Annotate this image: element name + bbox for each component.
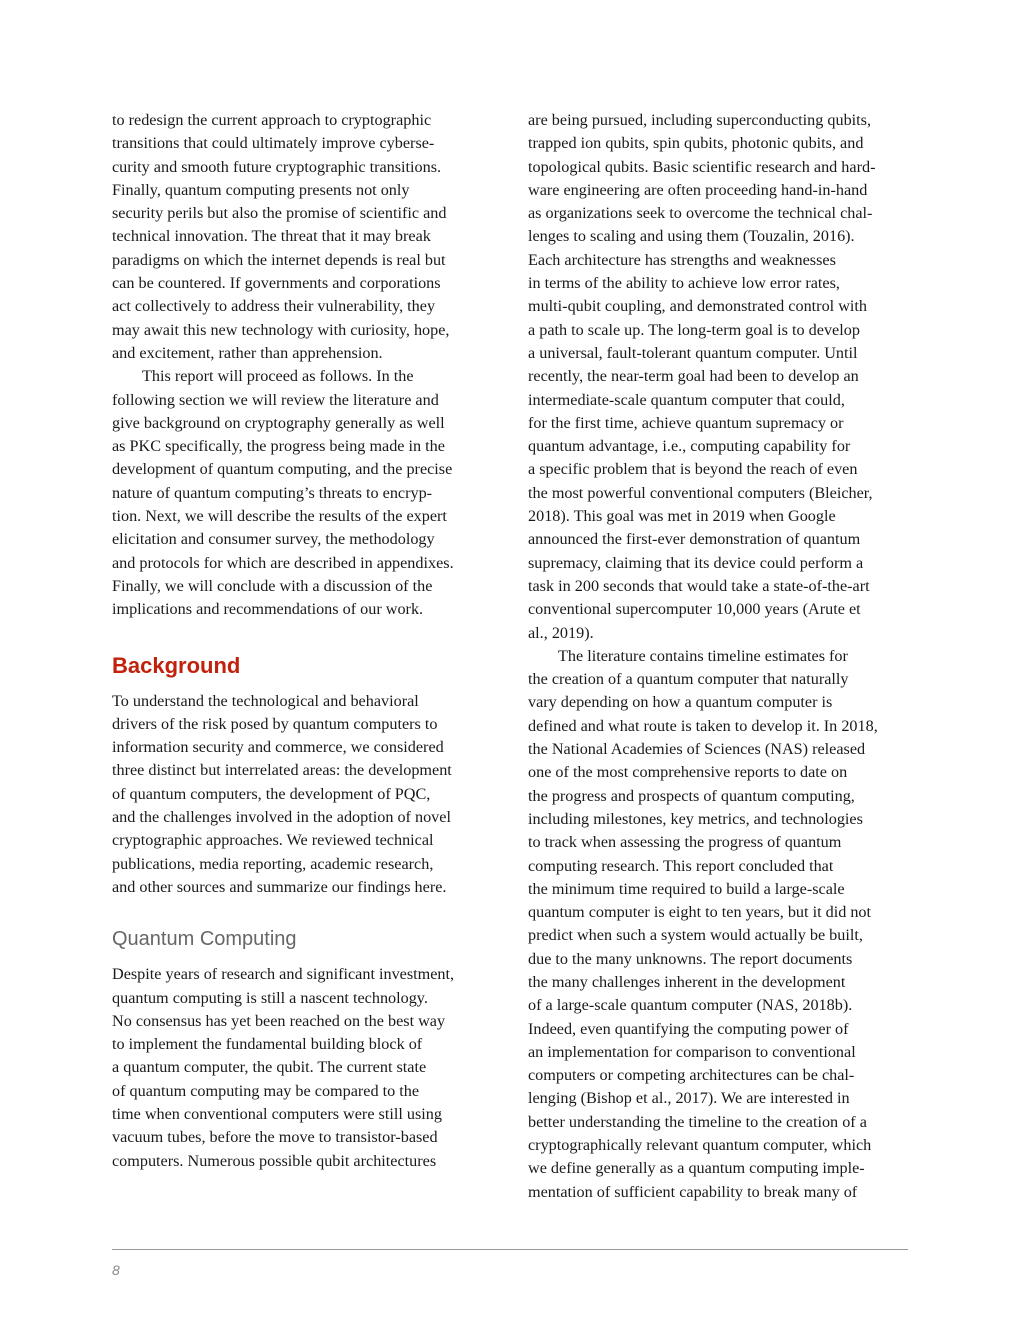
text-line: drivers of the risk posed by quantum computers to xyxy=(112,714,438,733)
text-line: lenges to scaling and using them (Touzalin, 2016). xyxy=(528,227,855,246)
text-line: defined and what route is taken to develop it. In 2018, xyxy=(528,716,878,735)
paragraph-timeline-estimates xyxy=(528,645,906,1204)
text-line: can be countered. If governments and corporations xyxy=(112,274,441,293)
text-line: curity and smooth future cryptographic transitions. xyxy=(112,157,442,176)
text-line: To understand the technological and behavioral xyxy=(112,691,419,710)
text-line: of quantum computers, the development of PQC, xyxy=(112,784,431,803)
text-line: transitions that could ultimately improve cyberse- xyxy=(112,134,435,153)
text-line: act collectively to address their vulnerability, they xyxy=(112,297,436,316)
text-line: for the first time, achieve quantum supremacy or xyxy=(528,413,844,432)
text-line: and other sources and summarize our findings here. xyxy=(112,877,447,896)
text-line: a path to scale up. The long-term goal is to develop xyxy=(528,320,860,339)
text-line: the progress and prospects of quantum computing, xyxy=(528,786,855,805)
text-line: and protocols for which are described in appendixes. xyxy=(112,553,454,572)
text-line: computers. Numerous possible qubit architectures xyxy=(112,1151,437,1170)
text-line: computers or competing architectures can be chal- xyxy=(528,1066,855,1085)
text-line: the creation of a quantum computer that naturally xyxy=(528,670,849,689)
text-line: al., 2019). xyxy=(528,623,594,642)
text-line: as PKC specifically, the progress being made in the xyxy=(112,437,445,456)
text-line: trapped ion qubits, spin qubits, photonic qubits, and xyxy=(528,134,864,153)
text-line: task in 200 seconds that would take a state-of-the-art xyxy=(528,576,870,595)
text-line: an implementation for comparison to conventional xyxy=(528,1042,856,1061)
text-line: intermediate-scale quantum computer that could, xyxy=(528,390,845,409)
text-line: information security and commerce, we considered xyxy=(112,738,444,757)
text-line: announced the first-ever demonstration of quantum xyxy=(528,530,861,549)
text-line: technical innovation. The threat that it may break xyxy=(112,227,431,246)
text-line: may await this new technology with curiosity, hope, xyxy=(112,320,450,339)
text-line: The literature contains timeline estimates for xyxy=(558,646,848,665)
subsection-heading-quantum-computing: Quantum Computing xyxy=(112,928,297,951)
text-line: in terms of the ability to achieve low error rates, xyxy=(528,274,840,293)
text-line: tion. Next, we will describe the results of the expert xyxy=(112,507,447,526)
text-line: topological qubits. Basic scientific research and hard- xyxy=(528,157,876,176)
text-line: including milestones, key metrics, and technologies xyxy=(528,809,863,828)
text-line: conventional supercomputer 10,000 years (Arute et xyxy=(528,600,861,619)
text-line: supremacy, claiming that its device could perform a xyxy=(528,553,864,572)
paragraph-quantum-computing xyxy=(112,963,490,1173)
text-line: the most powerful conventional computers (Bleicher, xyxy=(528,483,873,502)
text-line: to track when assessing the progress of quantum xyxy=(528,833,842,852)
text-line: security perils but also the promise of scientific and xyxy=(112,204,447,223)
paragraph-report-outline xyxy=(112,365,490,621)
text-line: Each architecture has strengths and weaknesses xyxy=(528,250,836,269)
left-column xyxy=(112,109,490,1173)
text-line: and excitement, rather than apprehension. xyxy=(112,343,383,362)
text-line: following section we will review the literature and xyxy=(112,390,439,409)
text-line: due to the many unknowns. The report documents xyxy=(528,949,853,968)
text-line: better understanding the timeline to the creation of a xyxy=(528,1112,867,1131)
text-line: the many challenges inherent in the development xyxy=(528,972,846,991)
paragraph-qubit-architectures xyxy=(528,109,906,645)
text-line: computing research. This report concluded that xyxy=(528,856,834,875)
text-line: one of the most comprehensive reports to date on xyxy=(528,763,848,782)
text-line: paradigms on which the internet depends is real but xyxy=(112,250,446,269)
text-line: multi-qubit coupling, and demonstrated control with xyxy=(528,297,867,316)
text-line: lenging (Bishop et al., 2017). We are interested in xyxy=(528,1089,850,1108)
text-line: vary depending on how a quantum computer is xyxy=(528,693,833,712)
text-line: elicitation and consumer survey, the methodology xyxy=(112,530,435,549)
text-line: are being pursued, including superconducting qubits, xyxy=(528,111,872,129)
text-line: This report will proceed as follows. In the xyxy=(142,367,414,386)
paragraph-background-intro xyxy=(112,690,490,900)
text-line: to redesign the current approach to cryptographic xyxy=(112,111,432,129)
footer-divider xyxy=(112,1249,908,1250)
text-line: give background on cryptography generally as well xyxy=(112,413,445,432)
text-line: quantum computing is still a nascent technology. xyxy=(112,988,428,1007)
text-line: recently, the near-term goal had been to develop an xyxy=(528,367,859,386)
text-line: development of quantum computing, and the precise xyxy=(112,460,453,479)
text-line: a specific problem that is beyond the reach of even xyxy=(528,460,858,479)
text-line: Finally, quantum computing presents not only xyxy=(112,180,410,199)
text-line: to implement the fundamental building block of xyxy=(112,1035,423,1054)
text-line: of a large-scale quantum computer (NAS, 2018b). xyxy=(528,996,853,1015)
text-line: quantum computer is eight to ten years, but it did not xyxy=(528,903,872,922)
text-line: as organizations seek to overcome the technical chal- xyxy=(528,204,873,223)
text-line: implications and recommendations of our work. xyxy=(112,600,424,619)
text-line: nature of quantum computing’s threats to encryp- xyxy=(112,483,433,502)
text-line: 2018). This goal was met in 2019 when Google xyxy=(528,507,836,526)
text-line: time when conventional computers were still using xyxy=(112,1104,442,1123)
text-line: vacuum tubes, before the move to transistor-based xyxy=(112,1128,438,1147)
text-line: we define generally as a quantum computing imple- xyxy=(528,1159,865,1178)
text-line: a universal, fault-tolerant quantum computer. Until xyxy=(528,343,858,362)
text-line: the National Academies of Sciences (NAS) released xyxy=(528,740,866,759)
section-heading-background: Background xyxy=(112,652,241,678)
text-line: cryptographically relevant quantum computer, which xyxy=(528,1136,872,1155)
text-line: mentation of sufficient capability to break many of xyxy=(528,1182,858,1201)
paragraph-conclusion-intro xyxy=(112,109,490,365)
text-line: predict when such a system would actually be built, xyxy=(528,926,863,945)
text-line: quantum advantage, i.e., computing capability for xyxy=(528,437,851,456)
text-line: No consensus has yet been reached on the best way xyxy=(112,1011,446,1030)
text-line: and the challenges involved in the adoption of novel xyxy=(112,808,451,827)
text-line: publications, media reporting, academic research, xyxy=(112,854,434,873)
text-line: cryptographic approaches. We reviewed technical xyxy=(112,831,434,850)
text-line: Despite years of research and significant investment, xyxy=(112,965,455,984)
text-line: Indeed, even quantifying the computing power of xyxy=(528,1019,849,1038)
text-line: Finally, we will conclude with a discussion of the xyxy=(112,576,433,595)
text-line: a quantum computer, the qubit. The current state xyxy=(112,1058,427,1077)
text-line: ware engineering are often proceeding hand-in-hand xyxy=(528,180,868,199)
right-column xyxy=(528,109,906,1204)
text-line: of quantum computing may be compared to the xyxy=(112,1081,420,1100)
text-line: three distinct but interrelated areas: the development xyxy=(112,761,452,780)
text-line: the minimum time required to build a large-scale xyxy=(528,879,845,898)
page-number: 8 xyxy=(112,1262,120,1278)
